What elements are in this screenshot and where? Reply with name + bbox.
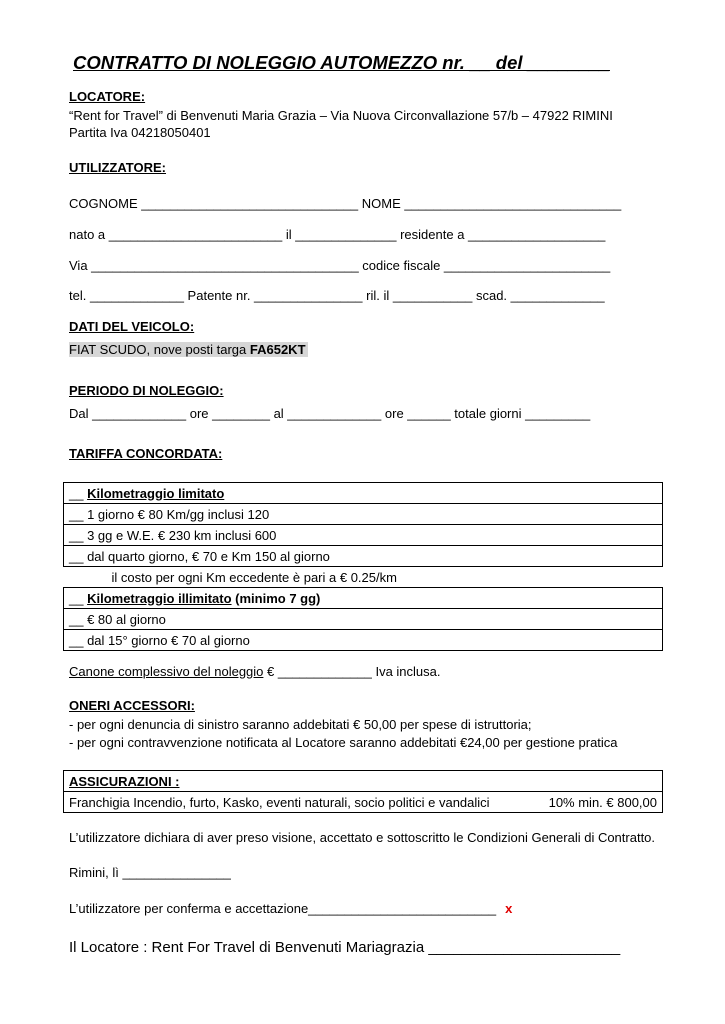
sign-here-mark: x bbox=[505, 901, 513, 916]
locatore-vat: Partita Iva 04218050401 bbox=[69, 125, 211, 140]
field-via-codice-fiscale[interactable]: Via _____________________________________ codice fiscale _______________________ bbox=[69, 258, 611, 273]
utilizzatore-heading: UTILIZZATORE: bbox=[69, 160, 167, 175]
table-row[interactable]: __ dal quarto giorno, € 70 e Km 150 al giorno bbox=[64, 546, 663, 567]
table-row[interactable]: __ Kilometraggio illimitato (minimo 7 gg) bbox=[64, 588, 663, 609]
insurance-table bbox=[63, 770, 663, 813]
signature-locatore[interactable]: Il Locatore : Rent For Travel di Benvenuti Mariagrazia _______________________ bbox=[69, 939, 621, 956]
tariff-table bbox=[63, 482, 663, 651]
signature-utilizzatore[interactable]: L’utilizzatore per conferma e accettazione__________________________ x bbox=[69, 901, 513, 916]
locatore-line1: “Rent for Travel” di Benvenuti Maria Grazia – Via Nuova Circonvallazione 57/b – 47922 RIMINI bbox=[69, 108, 613, 123]
excess-km-note: il costo per ogni Km eccedente è pari a € 0.25/km bbox=[64, 567, 663, 588]
table-row[interactable]: __ 1 giorno € 80 Km/gg inclusi 120 bbox=[64, 504, 663, 525]
list-item: - per ogni contravvenzione notificata al Locatore saranno addebitati €24,00 per gestione pratica bbox=[69, 735, 618, 750]
locatore-heading: LOCATORE: bbox=[69, 89, 146, 104]
insurance-value: 10% min. € 800,00 bbox=[548, 794, 657, 810]
table-row bbox=[64, 771, 663, 792]
table-row[interactable]: __ € 80 al giorno bbox=[64, 609, 663, 630]
declaration-text: L’utilizzatore dichiara di aver preso visione, accettato e sottoscritto le Condizioni Generali di Contratto. bbox=[69, 830, 656, 845]
field-tel-patente[interactable]: tel. _____________ Patente nr. _______________ ril. il ___________ scad. _____________ bbox=[69, 288, 605, 303]
field-nascita-residenza[interactable]: nato a ________________________ il ______________ residente a ___________________ bbox=[69, 227, 606, 242]
tariffa-heading: TARIFFA CONCORDATA: bbox=[69, 446, 223, 461]
field-canone[interactable]: Canone complessivo del noleggio € _____________ Iva inclusa. bbox=[69, 664, 441, 679]
periodo-heading: PERIODO DI NOLEGGIO: bbox=[69, 383, 224, 398]
list-item: - per ogni denuncia di sinistro saranno addebitati € 50,00 per spese di istruttoria; bbox=[69, 717, 532, 732]
veicolo-heading: DATI DEL VEICOLO: bbox=[69, 319, 195, 334]
assicurazioni-heading: ASSICURAZIONI : bbox=[64, 771, 663, 792]
field-luogo-data[interactable]: Rimini, lì _______________ bbox=[69, 865, 231, 880]
veicolo-description: FIAT SCUDO, nove posti targa FA652KT bbox=[69, 342, 306, 357]
contract-title: CONTRATTO DI NOLEGGIO AUTOMEZZO nr. __ del ________ bbox=[73, 52, 610, 73]
field-cognome-nome[interactable]: COGNOME ______________________________ NOME ______________________________ bbox=[69, 196, 622, 211]
license-plate: FA652KT bbox=[249, 342, 306, 357]
table-row bbox=[64, 567, 663, 588]
oneri-heading: ONERI ACCESSORI: bbox=[69, 698, 195, 713]
table-row bbox=[64, 792, 663, 813]
field-periodo[interactable]: Dal _____________ ore ________ al _____________ ore ______ totale giorni _________ bbox=[69, 406, 591, 421]
table-row[interactable]: __ dal 15° giorno € 70 al giorno bbox=[64, 630, 663, 651]
limitato-title: Kilometraggio limitato bbox=[87, 485, 225, 501]
table-row[interactable]: __ Kilometraggio limitato bbox=[64, 483, 663, 504]
insurance-description: Franchigia Incendio, furto, Kasko, eventi naturali, socio politici e vandalici bbox=[69, 794, 490, 810]
table-row[interactable]: __ 3 gg e W.E. € 230 km inclusi 600 bbox=[64, 525, 663, 546]
illimitato-title: Kilometraggio illimitato bbox=[87, 590, 232, 606]
